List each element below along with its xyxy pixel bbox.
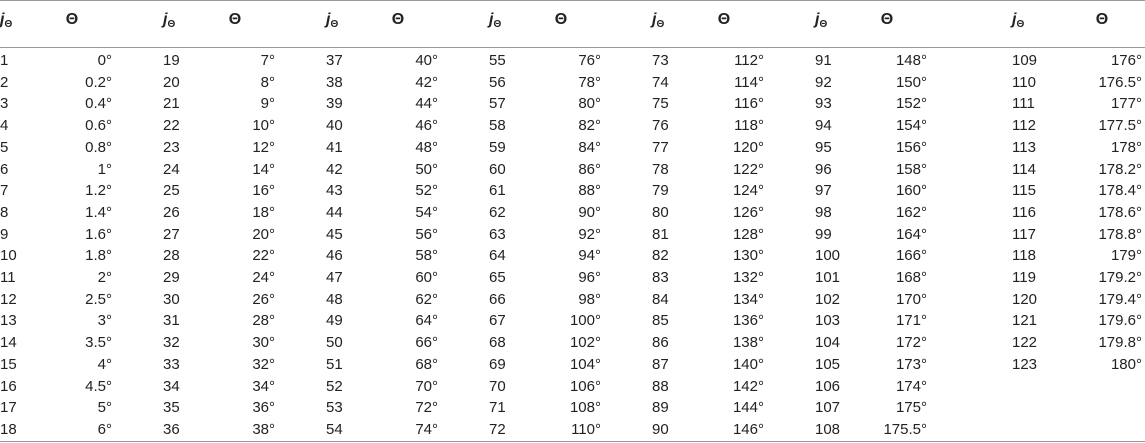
cell-theta-angle: 178.6° xyxy=(1098,203,1142,221)
cell-j-index: 29 xyxy=(163,269,180,286)
cell-theta-angle: 152° xyxy=(895,95,927,113)
cell-j-index: 106 xyxy=(815,377,841,395)
cell-j-index: 9 xyxy=(0,225,9,243)
cell-theta-angle: 179.2° xyxy=(1098,269,1142,286)
cell-theta-angle: 68° xyxy=(415,355,438,373)
cell-theta-angle: 92° xyxy=(578,225,601,243)
cell-j-index: 77 xyxy=(652,138,669,156)
cell-theta-angle: 8° xyxy=(260,73,275,91)
cell-j-index: 69 xyxy=(489,355,506,373)
cell-j-index: 7 xyxy=(0,182,9,200)
cell-j-index: 42 xyxy=(326,160,343,178)
cell-j-index: 53 xyxy=(326,399,343,417)
cell-j-index: 43 xyxy=(326,182,343,200)
header-j-label: $j_\Theta$ xyxy=(326,11,339,30)
cell-j-index: 18 xyxy=(0,420,17,438)
cell-j-index: 40 xyxy=(326,117,343,135)
cell-theta-angle: 160° xyxy=(895,182,927,200)
cell-theta-angle: 142° xyxy=(732,377,764,395)
cell-j-index: 75 xyxy=(652,95,669,113)
header-theta-label: Θ xyxy=(717,11,731,28)
cell-j-index: 62 xyxy=(489,203,506,221)
cell-theta-angle: 10° xyxy=(252,117,275,135)
cell-j-index: 112 xyxy=(1012,117,1036,135)
cell-theta-angle: 1.6° xyxy=(85,225,112,243)
cell-theta-angle: 60° xyxy=(415,269,438,286)
cell-theta-angle: 156° xyxy=(895,138,927,156)
cell-theta-angle: 128° xyxy=(732,225,764,243)
cell-theta-angle: 178.4° xyxy=(1098,182,1142,200)
cell-j-index: 63 xyxy=(489,225,506,243)
cell-j-index: 88 xyxy=(652,377,669,395)
cell-theta-angle: 26° xyxy=(252,290,275,308)
cell-theta-angle: 114° xyxy=(734,73,764,91)
cell-j-index: 36 xyxy=(163,420,180,438)
header-j-label: $j_\Theta$ xyxy=(815,11,828,30)
header-j-label: $j_\Theta$ xyxy=(489,11,502,30)
cell-j-index: 17 xyxy=(0,399,17,417)
cell-j-index: 50 xyxy=(326,334,343,352)
cell-theta-angle: 130° xyxy=(732,247,764,265)
cell-j-index: 23 xyxy=(163,138,180,156)
header-j-label: $j_\Theta$ xyxy=(1012,11,1025,30)
cell-j-index: 49 xyxy=(326,312,343,330)
cell-theta-angle: 134° xyxy=(732,290,764,308)
cell-theta-angle: 14° xyxy=(252,160,275,178)
cell-theta-angle: 2° xyxy=(97,269,112,286)
cell-j-index: 111 xyxy=(1012,95,1035,113)
cell-j-index: 102 xyxy=(815,290,841,308)
cell-j-index: 2 xyxy=(0,73,9,91)
cell-theta-angle: 112° xyxy=(734,52,764,69)
cell-theta-angle: 28° xyxy=(252,312,275,330)
cell-j-index: 100 xyxy=(815,247,841,265)
cell-j-index: 90 xyxy=(652,420,669,438)
cell-theta-angle: 132° xyxy=(732,269,764,286)
cell-theta-angle: 30° xyxy=(252,334,275,352)
cell-j-index: 41 xyxy=(326,138,343,156)
cell-theta-angle: 148° xyxy=(895,52,927,69)
cell-j-index: 46 xyxy=(326,247,343,265)
cell-theta-angle: 24° xyxy=(252,269,275,286)
cell-j-index: 58 xyxy=(489,117,506,135)
cell-theta-angle: 84° xyxy=(578,138,601,156)
cell-j-index: 109 xyxy=(1012,52,1038,69)
cell-theta-angle: 3.5° xyxy=(85,334,112,352)
cell-j-index: 59 xyxy=(489,138,506,156)
cell-theta-angle: 0° xyxy=(97,52,112,69)
cell-theta-angle: 42° xyxy=(415,73,438,91)
header-theta-label: Θ xyxy=(228,11,242,28)
cell-theta-angle: 174° xyxy=(895,377,927,395)
cell-j-index: 87 xyxy=(652,355,669,373)
cell-j-index: 47 xyxy=(326,269,343,286)
cell-j-index: 10 xyxy=(0,247,17,265)
cell-j-index: 98 xyxy=(815,203,832,221)
cell-theta-angle: 154° xyxy=(895,117,927,135)
cell-theta-angle: 88° xyxy=(578,182,601,200)
cell-j-index: 37 xyxy=(326,52,343,69)
cell-theta-angle: 58° xyxy=(415,247,438,265)
cell-j-index: 118 xyxy=(1012,247,1036,265)
cell-theta-angle: 82° xyxy=(578,117,601,135)
cell-theta-angle: 3° xyxy=(97,312,112,330)
cell-j-index: 44 xyxy=(326,203,343,221)
cell-j-index: 61 xyxy=(489,182,506,200)
cell-theta-angle: 74° xyxy=(415,420,438,438)
cell-j-index: 114 xyxy=(1012,160,1036,178)
cell-j-index: 96 xyxy=(815,160,832,178)
cell-theta-angle: 96° xyxy=(578,269,601,286)
cell-theta-angle: 0.8° xyxy=(85,138,112,156)
cell-j-index: 70 xyxy=(489,377,506,395)
cell-theta-angle: 120° xyxy=(732,138,764,156)
cell-j-index: 121 xyxy=(1012,312,1038,330)
cell-j-index: 54 xyxy=(326,420,343,438)
cell-j-index: 13 xyxy=(0,312,17,330)
cell-theta-angle: 170° xyxy=(895,290,927,308)
cell-j-index: 22 xyxy=(163,117,180,135)
cell-j-index: 89 xyxy=(652,399,669,417)
cell-j-index: 26 xyxy=(163,203,180,221)
cell-theta-angle: 102° xyxy=(569,334,601,352)
cell-j-index: 108 xyxy=(815,420,841,438)
cell-theta-angle: 40° xyxy=(415,52,438,69)
cell-j-index: 16 xyxy=(0,377,17,395)
cell-theta-angle: 178.8° xyxy=(1098,225,1142,243)
cell-theta-angle: 38° xyxy=(252,420,275,438)
cell-j-index: 72 xyxy=(489,420,506,438)
cell-theta-angle: 18° xyxy=(252,203,275,221)
cell-j-index: 55 xyxy=(489,52,506,69)
cell-j-index: 66 xyxy=(489,290,506,308)
cell-j-index: 31 xyxy=(163,312,180,330)
cell-theta-angle: 0.2° xyxy=(85,73,112,91)
cell-j-index: 80 xyxy=(652,203,669,221)
cell-theta-angle: 176.5° xyxy=(1098,73,1142,91)
cell-j-index: 81 xyxy=(652,225,669,243)
cell-theta-angle: 138° xyxy=(732,334,764,352)
cell-j-index: 74 xyxy=(652,73,669,91)
cell-theta-angle: 104° xyxy=(569,355,601,373)
cell-j-index: 25 xyxy=(163,182,180,200)
cell-theta-angle: 20° xyxy=(252,225,275,243)
cell-theta-angle: 126° xyxy=(732,203,764,221)
header-rule xyxy=(0,47,1145,48)
cell-j-index: 24 xyxy=(163,160,180,178)
cell-j-index: 39 xyxy=(326,95,343,113)
cell-j-index: 119 xyxy=(1012,269,1036,286)
cell-j-index: 122 xyxy=(1012,334,1038,352)
cell-theta-angle: 80° xyxy=(578,95,601,113)
cell-theta-angle: 124° xyxy=(732,182,764,200)
cell-j-index: 51 xyxy=(326,355,343,373)
cell-theta-angle: 173° xyxy=(895,355,927,373)
cell-theta-angle: 48° xyxy=(415,138,438,156)
cell-theta-angle: 0.6° xyxy=(85,117,112,135)
cell-theta-angle: 168° xyxy=(895,269,927,286)
cell-theta-angle: 136° xyxy=(732,312,764,330)
cell-theta-angle: 171° xyxy=(895,312,927,330)
cell-j-index: 12 xyxy=(0,290,17,308)
cell-theta-angle: 164° xyxy=(895,225,927,243)
cell-theta-angle: 46° xyxy=(415,117,438,135)
cell-theta-angle: 56° xyxy=(415,225,438,243)
cell-theta-angle: 150° xyxy=(895,73,927,91)
cell-j-index: 19 xyxy=(163,52,180,69)
cell-theta-angle: 44° xyxy=(415,95,438,113)
cell-theta-angle: 2.5° xyxy=(85,290,112,308)
cell-theta-angle: 12° xyxy=(252,138,275,156)
cell-theta-angle: 122° xyxy=(732,160,764,178)
cell-j-index: 11 xyxy=(0,269,16,286)
cell-theta-angle: 177° xyxy=(1110,95,1142,113)
cell-theta-angle: 6° xyxy=(97,420,112,438)
cell-j-index: 6 xyxy=(0,160,9,178)
cell-theta-angle: 76° xyxy=(578,52,601,69)
cell-theta-angle: 36° xyxy=(252,399,275,417)
cell-theta-angle: 118° xyxy=(734,117,764,135)
cell-j-index: 33 xyxy=(163,355,180,373)
cell-j-index: 85 xyxy=(652,312,669,330)
cell-theta-angle: 175° xyxy=(895,399,927,417)
cell-j-index: 95 xyxy=(815,138,832,156)
cell-j-index: 97 xyxy=(815,182,832,200)
cell-j-index: 115 xyxy=(1012,182,1036,200)
header-theta-label: Θ xyxy=(554,11,568,28)
cell-j-index: 35 xyxy=(163,399,180,417)
cell-theta-angle: 90° xyxy=(578,203,601,221)
table-bottom-rule xyxy=(0,441,1145,442)
cell-j-index: 52 xyxy=(326,377,343,395)
cell-theta-angle: 72° xyxy=(415,399,438,417)
cell-j-index: 123 xyxy=(1012,355,1038,373)
cell-theta-angle: 162° xyxy=(895,203,927,221)
header-j-label: $j_\Theta$ xyxy=(652,11,665,30)
cell-theta-angle: 4° xyxy=(97,355,112,373)
cell-j-index: 91 xyxy=(815,52,832,69)
header-theta-label: Θ xyxy=(880,11,894,28)
cell-j-index: 4 xyxy=(0,117,9,135)
cell-j-index: 94 xyxy=(815,117,832,135)
cell-j-index: 28 xyxy=(163,247,180,265)
cell-theta-angle: 70° xyxy=(415,377,438,395)
cell-j-index: 1 xyxy=(0,52,9,69)
cell-theta-angle: 50° xyxy=(415,160,438,178)
cell-theta-angle: 54° xyxy=(415,203,438,221)
cell-j-index: 83 xyxy=(652,269,669,286)
cell-j-index: 84 xyxy=(652,290,669,308)
cell-j-index: 110 xyxy=(1012,73,1036,91)
cell-theta-angle: 5° xyxy=(97,399,112,417)
cell-j-index: 73 xyxy=(652,52,669,69)
header-theta-label: Θ xyxy=(391,11,405,28)
cell-theta-angle: 180° xyxy=(1110,355,1142,373)
cell-j-index: 105 xyxy=(815,355,841,373)
cell-theta-angle: 178° xyxy=(1110,138,1142,156)
cell-theta-angle: 158° xyxy=(895,160,927,178)
cell-theta-angle: 1.4° xyxy=(85,203,112,221)
cell-theta-angle: 1.2° xyxy=(85,182,112,200)
cell-theta-angle: 9° xyxy=(260,95,275,113)
cell-j-index: 3 xyxy=(0,95,9,113)
cell-j-index: 60 xyxy=(489,160,506,178)
cell-theta-angle: 116° xyxy=(734,95,764,113)
cell-theta-angle: 110° xyxy=(571,420,601,438)
header-j-label: $j_\Theta$ xyxy=(0,11,13,30)
header-theta-label: Θ xyxy=(1095,11,1109,28)
cell-j-index: 82 xyxy=(652,247,669,265)
cell-theta-angle: 1° xyxy=(97,160,112,178)
cell-j-index: 68 xyxy=(489,334,506,352)
cell-theta-angle: 1.8° xyxy=(85,247,112,265)
header-row xyxy=(0,0,1145,47)
cell-j-index: 56 xyxy=(489,73,506,91)
cell-j-index: 86 xyxy=(652,334,669,352)
header-theta-label: Θ xyxy=(65,11,79,28)
cell-theta-angle: 22° xyxy=(252,247,275,265)
cell-j-index: 101 xyxy=(815,269,841,286)
cell-j-index: 103 xyxy=(815,312,841,330)
header-j-label: $j_\Theta$ xyxy=(163,11,176,30)
cell-j-index: 99 xyxy=(815,225,832,243)
cell-j-index: 92 xyxy=(815,73,832,91)
cell-j-index: 38 xyxy=(326,73,343,91)
cell-j-index: 76 xyxy=(652,117,669,135)
cell-j-index: 14 xyxy=(0,334,17,352)
cell-j-index: 5 xyxy=(0,138,9,156)
cell-j-index: 30 xyxy=(163,290,180,308)
cell-theta-angle: 0.4° xyxy=(85,95,112,113)
cell-theta-angle: 140° xyxy=(732,355,764,373)
cell-j-index: 45 xyxy=(326,225,343,243)
cell-j-index: 15 xyxy=(0,355,17,373)
cell-j-index: 116 xyxy=(1012,203,1036,221)
cell-j-index: 8 xyxy=(0,203,9,221)
cell-theta-angle: 175.5° xyxy=(883,420,927,438)
cell-theta-angle: 177.5° xyxy=(1098,117,1142,135)
cell-theta-angle: 78° xyxy=(578,73,601,91)
cell-j-index: 93 xyxy=(815,95,832,113)
cell-j-index: 107 xyxy=(815,399,841,417)
cell-theta-angle: 166° xyxy=(895,247,927,265)
cell-j-index: 48 xyxy=(326,290,343,308)
cell-j-index: 120 xyxy=(1012,290,1038,308)
cell-j-index: 32 xyxy=(163,334,180,352)
cell-j-index: 64 xyxy=(489,247,506,265)
cell-theta-angle: 179° xyxy=(1110,247,1142,265)
cell-theta-angle: 108° xyxy=(569,399,601,417)
cell-theta-angle: 179.8° xyxy=(1098,334,1142,352)
cell-j-index: 20 xyxy=(163,73,180,91)
cell-theta-angle: 179.6° xyxy=(1098,312,1142,330)
cell-j-index: 117 xyxy=(1012,225,1036,243)
cell-j-index: 104 xyxy=(815,334,841,352)
cell-j-index: 71 xyxy=(489,399,506,417)
cell-j-index: 21 xyxy=(163,95,180,113)
cell-j-index: 79 xyxy=(652,182,669,200)
cell-j-index: 65 xyxy=(489,269,506,286)
cell-theta-angle: 52° xyxy=(415,182,438,200)
cell-j-index: 113 xyxy=(1012,138,1036,156)
cell-theta-angle: 16° xyxy=(252,182,275,200)
cell-theta-angle: 106° xyxy=(569,377,601,395)
cell-theta-angle: 98° xyxy=(578,290,601,308)
cell-j-index: 27 xyxy=(163,225,180,243)
cell-theta-angle: 7° xyxy=(260,52,275,69)
cell-theta-angle: 179.4° xyxy=(1098,290,1142,308)
cell-j-index: 57 xyxy=(489,95,506,113)
cell-theta-angle: 32° xyxy=(252,355,275,373)
cell-j-index: 34 xyxy=(163,377,180,395)
cell-theta-angle: 172° xyxy=(895,334,927,352)
cell-theta-angle: 62° xyxy=(415,290,438,308)
cell-j-index: 78 xyxy=(652,160,669,178)
cell-theta-angle: 64° xyxy=(415,312,438,330)
cell-j-index: 67 xyxy=(489,312,506,330)
cell-theta-angle: 144° xyxy=(732,399,764,417)
cell-theta-angle: 94° xyxy=(578,247,601,265)
cell-theta-angle: 34° xyxy=(252,377,275,395)
cell-theta-angle: 100° xyxy=(569,312,601,330)
cell-theta-angle: 4.5° xyxy=(85,377,112,395)
cell-theta-angle: 178.2° xyxy=(1098,160,1142,178)
cell-theta-angle: 86° xyxy=(578,160,601,178)
cell-theta-angle: 66° xyxy=(415,334,438,352)
cell-theta-angle: 176° xyxy=(1110,52,1142,69)
cell-theta-angle: 146° xyxy=(732,420,764,438)
